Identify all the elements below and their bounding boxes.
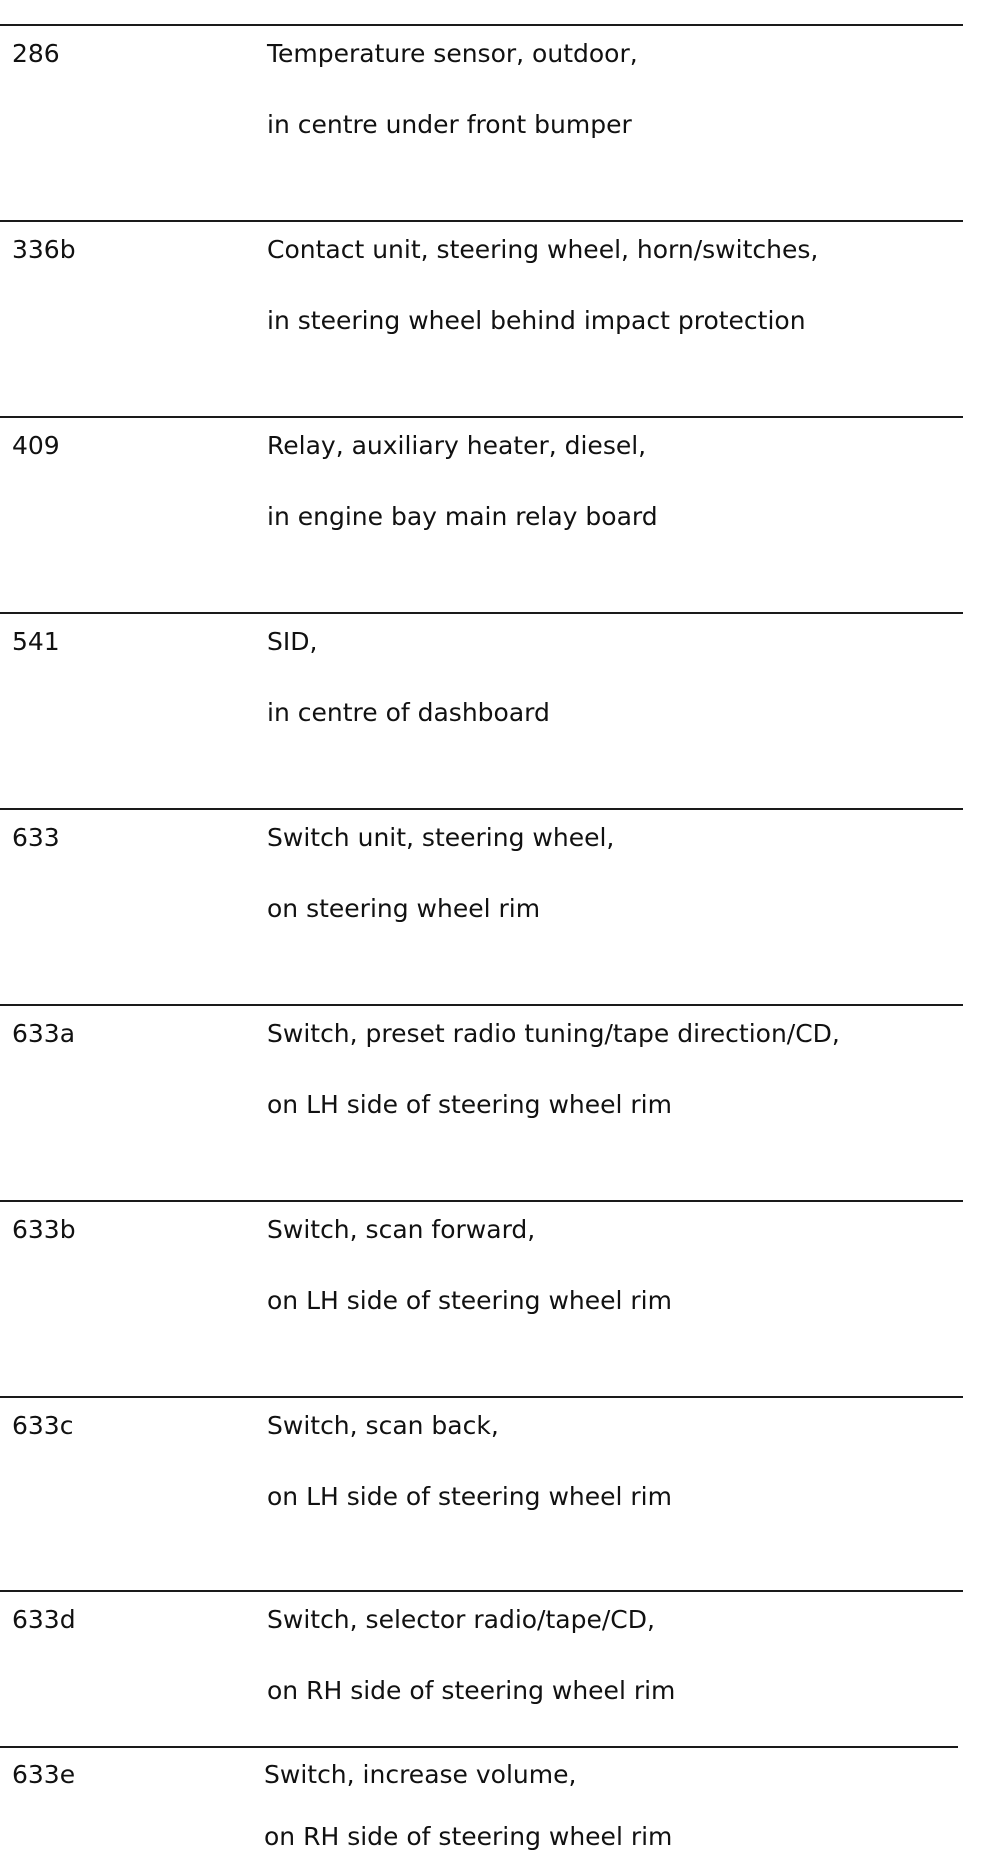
component-location: on RH side of steering wheel rim	[267, 1676, 676, 1705]
row-divider	[0, 1200, 963, 1202]
component-description: Switch unit, steering wheel,	[267, 823, 615, 852]
component-code: 633	[12, 823, 60, 852]
component-description: Temperature sensor, outdoor,	[267, 39, 638, 68]
component-entry	[0, 24, 992, 214]
component-entry	[0, 1396, 992, 1586]
row-divider	[0, 1590, 963, 1592]
component-location: on steering wheel rim	[267, 894, 541, 923]
component-location: in centre under front bumper	[267, 110, 632, 139]
component-description: Switch, selector radio/tape/CD,	[267, 1605, 655, 1634]
row-divider	[0, 416, 963, 418]
component-code: 409	[12, 431, 60, 460]
component-description: Switch, scan back,	[267, 1411, 499, 1440]
component-entry	[0, 808, 992, 998]
component-description: SID,	[267, 627, 318, 656]
row-divider	[0, 1396, 963, 1398]
component-entry	[0, 1004, 992, 1194]
component-location: in steering wheel behind impact protection	[267, 306, 806, 335]
component-code: 633c	[12, 1411, 74, 1440]
component-description: Switch, preset radio tuning/tape direction/CD,	[267, 1019, 840, 1048]
component-code: 336b	[12, 235, 76, 264]
component-location: in centre of dashboard	[267, 698, 550, 727]
component-description: Switch, increase volume,	[264, 1760, 577, 1789]
component-entry	[0, 1200, 992, 1390]
row-divider	[0, 1004, 963, 1006]
component-code: 633b	[12, 1215, 76, 1244]
component-entry	[0, 612, 992, 802]
component-entry	[0, 416, 992, 606]
row-divider	[0, 612, 963, 614]
component-entry	[0, 220, 992, 410]
component-description: Contact unit, steering wheel, horn/switches,	[267, 235, 819, 264]
row-divider	[0, 1746, 958, 1748]
component-code: 286	[12, 39, 60, 68]
component-location: in engine bay main relay board	[267, 502, 658, 531]
row-divider	[0, 220, 963, 222]
component-code: 541	[12, 627, 60, 656]
row-divider	[0, 24, 963, 26]
component-entry	[0, 1746, 992, 1870]
component-location: on LH side of steering wheel rim	[267, 1482, 672, 1511]
component-location: on LH side of steering wheel rim	[267, 1286, 672, 1315]
component-location: on LH side of steering wheel rim	[267, 1090, 672, 1119]
component-code: 633d	[12, 1605, 76, 1634]
component-description: Relay, auxiliary heater, diesel,	[267, 431, 647, 460]
component-code: 633e	[12, 1760, 76, 1789]
component-description: Switch, scan forward,	[267, 1215, 536, 1244]
row-divider	[0, 808, 963, 810]
component-location: on RH side of steering wheel rim	[264, 1822, 673, 1851]
component-code: 633a	[12, 1019, 76, 1048]
